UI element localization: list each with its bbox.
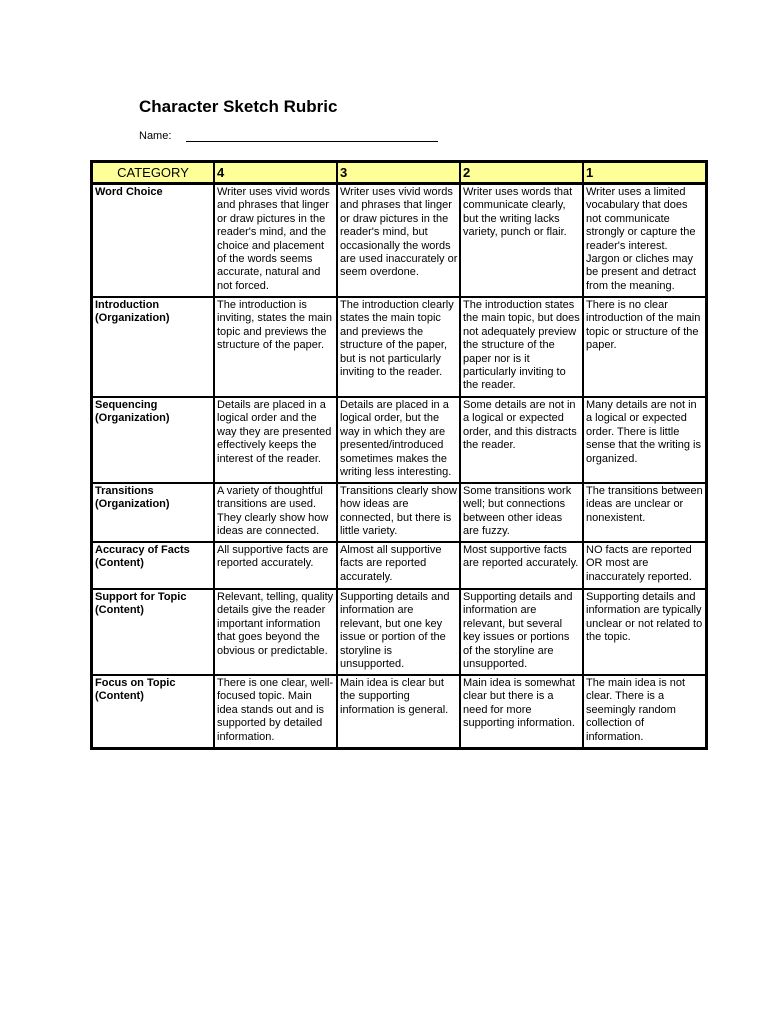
rubric-header-row <box>92 162 706 184</box>
header-category: CATEGORY <box>92 162 214 184</box>
row-category: Support for Topic (Content) <box>92 589 214 675</box>
rubric-row-word-choice <box>92 184 706 297</box>
rubric-table <box>90 160 708 750</box>
row-category: Sequencing (Organization) <box>92 397 214 483</box>
rubric-cell-score-1: The main idea is not clear. There is a seemingly random collection of information. <box>583 675 706 748</box>
rubric-row-accuracy-of-facts <box>92 542 706 589</box>
rubric-cell-score-2: Main idea is somewhat clear but there is a need for more supporting information. <box>460 675 583 748</box>
rubric-cell-score-3: Supporting details and information are relevant, but one key issue or portion of the storyline is unsupported. <box>337 589 460 675</box>
rubric-cell-score-3: Writer uses vivid words and phrases that linger or draw pictures in the reader's mind, but occasionally the words are used inaccurately or seem overdone. <box>337 184 460 297</box>
rubric-cell-score-3: Transitions clearly show how ideas are connected, but there is little variety. <box>337 483 460 542</box>
rubric-cell-score-2: The introduction states the main topic, but does not adequately preview the structure of the paper nor is it particularly inviting to the reader. <box>460 297 583 397</box>
rubric-cell-score-3: Details are placed in a logical order, but the way in which they are presented/introduced sometimes makes the writing less interesting. <box>337 397 460 483</box>
rubric-row-transitions <box>92 483 706 542</box>
rubric-cell-score-1: Many details are not in a logical or expected order. There is little sense that the writing is organized. <box>583 397 706 483</box>
rubric-cell-score-1: Supporting details and information are typically unclear or not related to the topic. <box>583 589 706 675</box>
rubric-cell-score-1: NO facts are reported OR most are inaccurately reported. <box>583 542 706 589</box>
rubric-cell-score-2: Some details are not in a logical or expected order, and this distracts the reader. <box>460 397 583 483</box>
rubric-row-support-for-topic <box>92 589 706 675</box>
rubric-row-sequencing <box>92 397 706 483</box>
rubric-cell-score-4: Relevant, telling, quality details give the reader important information that goes beyond the obvious or predictable. <box>214 589 337 675</box>
row-category: Introduction (Organization) <box>92 297 214 397</box>
name-blank-line <box>186 129 438 142</box>
name-field-row <box>139 129 438 142</box>
rubric-cell-score-2: Supporting details and information are relevant, but several key issues or portions of the storyline are unsupported. <box>460 589 583 675</box>
rubric-cell-score-1: The transitions between ideas are unclear or nonexistent. <box>583 483 706 542</box>
row-category: Focus on Topic (Content) <box>92 675 214 748</box>
rubric-cell-score-2: Some transitions work well; but connections between other ideas are fuzzy. <box>460 483 583 542</box>
rubric-cell-score-4: There is one clear, well-focused topic. Main idea stands out and is supported by detailed information. <box>214 675 337 748</box>
rubric-row-focus-on-topic <box>92 675 706 748</box>
rubric-row-introduction <box>92 297 706 397</box>
rubric-cell-score-3: Main idea is clear but the supporting information is general. <box>337 675 460 748</box>
row-category: Word Choice <box>92 184 214 297</box>
rubric-cell-score-2: Writer uses words that communicate clearly, but the writing lacks variety, punch or flair. <box>460 184 583 297</box>
rubric-cell-score-4: A variety of thoughtful transitions are used. They clearly show how ideas are connected. <box>214 483 337 542</box>
header-score-4: 4 <box>214 162 337 184</box>
header-score-3: 3 <box>337 162 460 184</box>
rubric-cell-score-4: Details are placed in a logical order and the way they are presented effectively keeps the interest of the reader. <box>214 397 337 483</box>
row-category: Transitions (Organization) <box>92 483 214 542</box>
row-category: Accuracy of Facts (Content) <box>92 542 214 589</box>
rubric-cell-score-3: The introduction clearly states the main topic and previews the structure of the paper, but is not particularly inviting to the reader. <box>337 297 460 397</box>
rubric-cell-score-4: All supportive facts are reported accurately. <box>214 542 337 589</box>
rubric-cell-score-1: There is no clear introduction of the main topic or structure of the paper. <box>583 297 706 397</box>
name-label: Name: <box>139 130 172 142</box>
rubric-cell-score-1: Writer uses a limited vocabulary that does not communicate strongly or capture the reader's interest. Jargon or cliches may be present and detract from the meaning. <box>583 184 706 297</box>
rubric-cell-score-4: The introduction is inviting, states the main topic and previews the structure of the paper. <box>214 297 337 397</box>
page-title: Character Sketch Rubric <box>139 97 338 116</box>
rubric-cell-score-2: Most supportive facts are reported accurately. <box>460 542 583 589</box>
rubric-cell-score-3: Almost all supportive facts are reported accurately. <box>337 542 460 589</box>
header-score-2: 2 <box>460 162 583 184</box>
rubric-cell-score-4: Writer uses vivid words and phrases that linger or draw pictures in the reader's mind, and the choice and placement of the words seems accurate, natural and not forced. <box>214 184 337 297</box>
header-score-1: 1 <box>583 162 706 184</box>
